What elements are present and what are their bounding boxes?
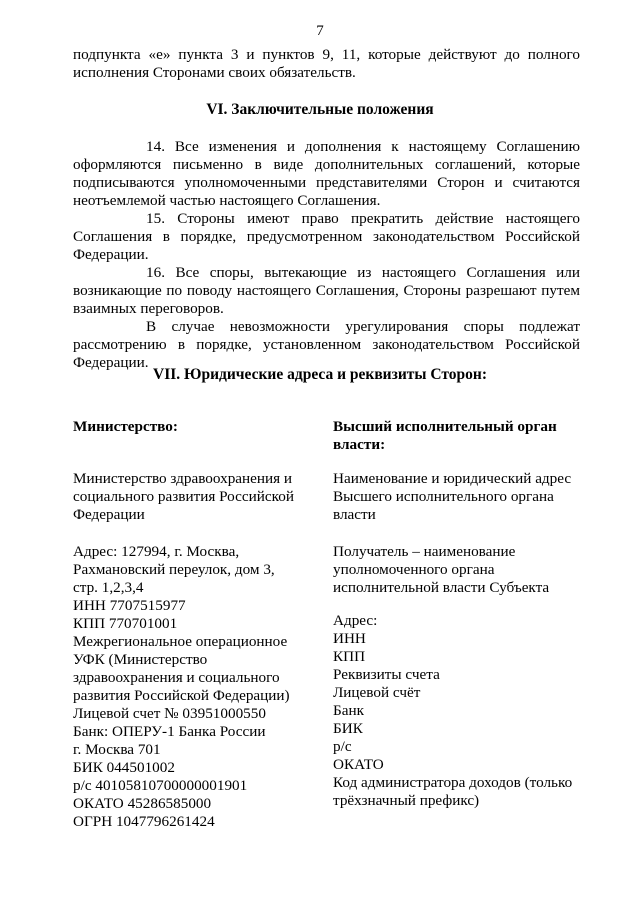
executive-column xyxy=(333,418,593,454)
executive-recipient xyxy=(333,543,593,597)
executive-detail-line: Реквизиты счета xyxy=(333,666,440,683)
section-6-body xyxy=(73,138,580,372)
executive-detail-line: ИНН xyxy=(333,630,366,647)
ministry-detail-line: ИНН 7707515977 xyxy=(73,597,186,614)
ministry-title: Министерство: xyxy=(73,418,178,435)
ministry-detail-line: КПП 770701001 xyxy=(73,615,178,632)
executive-detail-line: р/с xyxy=(333,738,352,755)
paragraph-15: 15. Стороны имеют право прекратить действие настоящего Соглашения в порядке, предусмотренном законодательством Российской Федерации. xyxy=(73,210,580,263)
paragraph-16: 16. Все споры, вытекающие из настоящего Соглашения или возникающие по поводу настоящего Соглашения, Стороны разрешают путем взаимных переговоров. xyxy=(73,264,580,317)
intro-text: подпункта «е» пункта 3 и пунктов 9, 11, которые действуют до полного исполнения Сторонами своих обязательств. xyxy=(73,46,580,81)
ministry-detail-line: развития Российской Федерации) xyxy=(73,687,290,704)
ministry-detail-line: Лицевой счет № 03951000550 xyxy=(73,705,266,722)
ministry-detail-line: Рахмановский переулок, дом 3, xyxy=(73,561,275,578)
ministry-name-line: социального развития Российской xyxy=(73,488,294,505)
section-7-heading: VII. Юридические адреса и реквизиты Сторон: xyxy=(153,366,487,383)
ministry-detail-line: ОКАТО 45286585000 xyxy=(73,795,212,812)
ministry-name-line: Федерации xyxy=(73,506,145,523)
recipient-line: исполнительной власти Субъекта xyxy=(333,579,550,596)
page-number: 7 xyxy=(316,23,324,39)
executive-title-line: власти: xyxy=(333,436,386,453)
ministry-detail-line: р/с 40105810700000001901 xyxy=(73,777,248,794)
recipient-line: уполномоченного органа xyxy=(333,561,495,578)
ministry-detail-line: БИК 044501002 xyxy=(73,759,175,776)
executive-detail-line: Адрес: xyxy=(333,612,378,629)
ministry-detail-line: Адрес: 127994, г. Москва, xyxy=(73,543,240,560)
ministry-detail-line: стр. 1,2,3,4 xyxy=(73,579,144,596)
executive-detail-line: Лицевой счёт xyxy=(333,684,421,701)
paragraph-14: 14. Все изменения и дополнения к настоящему Соглашению оформляются письменно в виде дополнительных соглашений, которые подписываются уполномоченными представителями Сторон и считаются неотъемлемой частью настоящего Соглашения. xyxy=(73,138,580,209)
ministry-name xyxy=(73,470,323,524)
ministry-detail-line: УФК (Министерство xyxy=(73,651,208,668)
ministry-detail-line: г. Москва 701 xyxy=(73,741,161,758)
executive-name-line: власти xyxy=(333,506,376,523)
paragraph-final: В случае невозможности урегулирования споры подлежат рассмотрению в порядке, установленном законодательством Российской Федерации. xyxy=(73,318,580,371)
ministry-detail-line: здравоохранения и социального xyxy=(73,669,280,686)
executive-details xyxy=(333,612,593,810)
ministry-detail-line: Межрегиональное операционное xyxy=(73,633,288,650)
ministry-details xyxy=(73,543,323,831)
section-6-heading: VI. Заключительные положения xyxy=(206,101,434,118)
executive-detail-line: Банк xyxy=(333,702,364,719)
executive-detail-line: трёхзначный префикс) xyxy=(333,792,480,809)
ministry-detail-line: ОГРН 1047796261424 xyxy=(73,813,215,830)
ministry-column xyxy=(73,418,323,436)
executive-title xyxy=(333,418,593,454)
executive-detail-line: БИК xyxy=(333,720,363,737)
executive-detail-line: Код администратора доходов (только xyxy=(333,774,573,791)
executive-name-line: Высшего исполнительного органа xyxy=(333,488,554,505)
executive-name-line: Наименование и юридический адрес xyxy=(333,470,572,487)
intro-paragraph xyxy=(73,46,580,82)
ministry-detail-line: Банк: ОПЕРУ-1 Банка России xyxy=(73,723,266,740)
recipient-line: Получатель – наименование xyxy=(333,543,516,560)
executive-detail-line: ОКАТО xyxy=(333,756,384,773)
ministry-name-line: Министерство здравоохранения и xyxy=(73,470,293,487)
executive-detail-line: КПП xyxy=(333,648,366,665)
executive-title-line: Высший исполнительный орган xyxy=(333,418,557,435)
executive-name xyxy=(333,470,593,524)
